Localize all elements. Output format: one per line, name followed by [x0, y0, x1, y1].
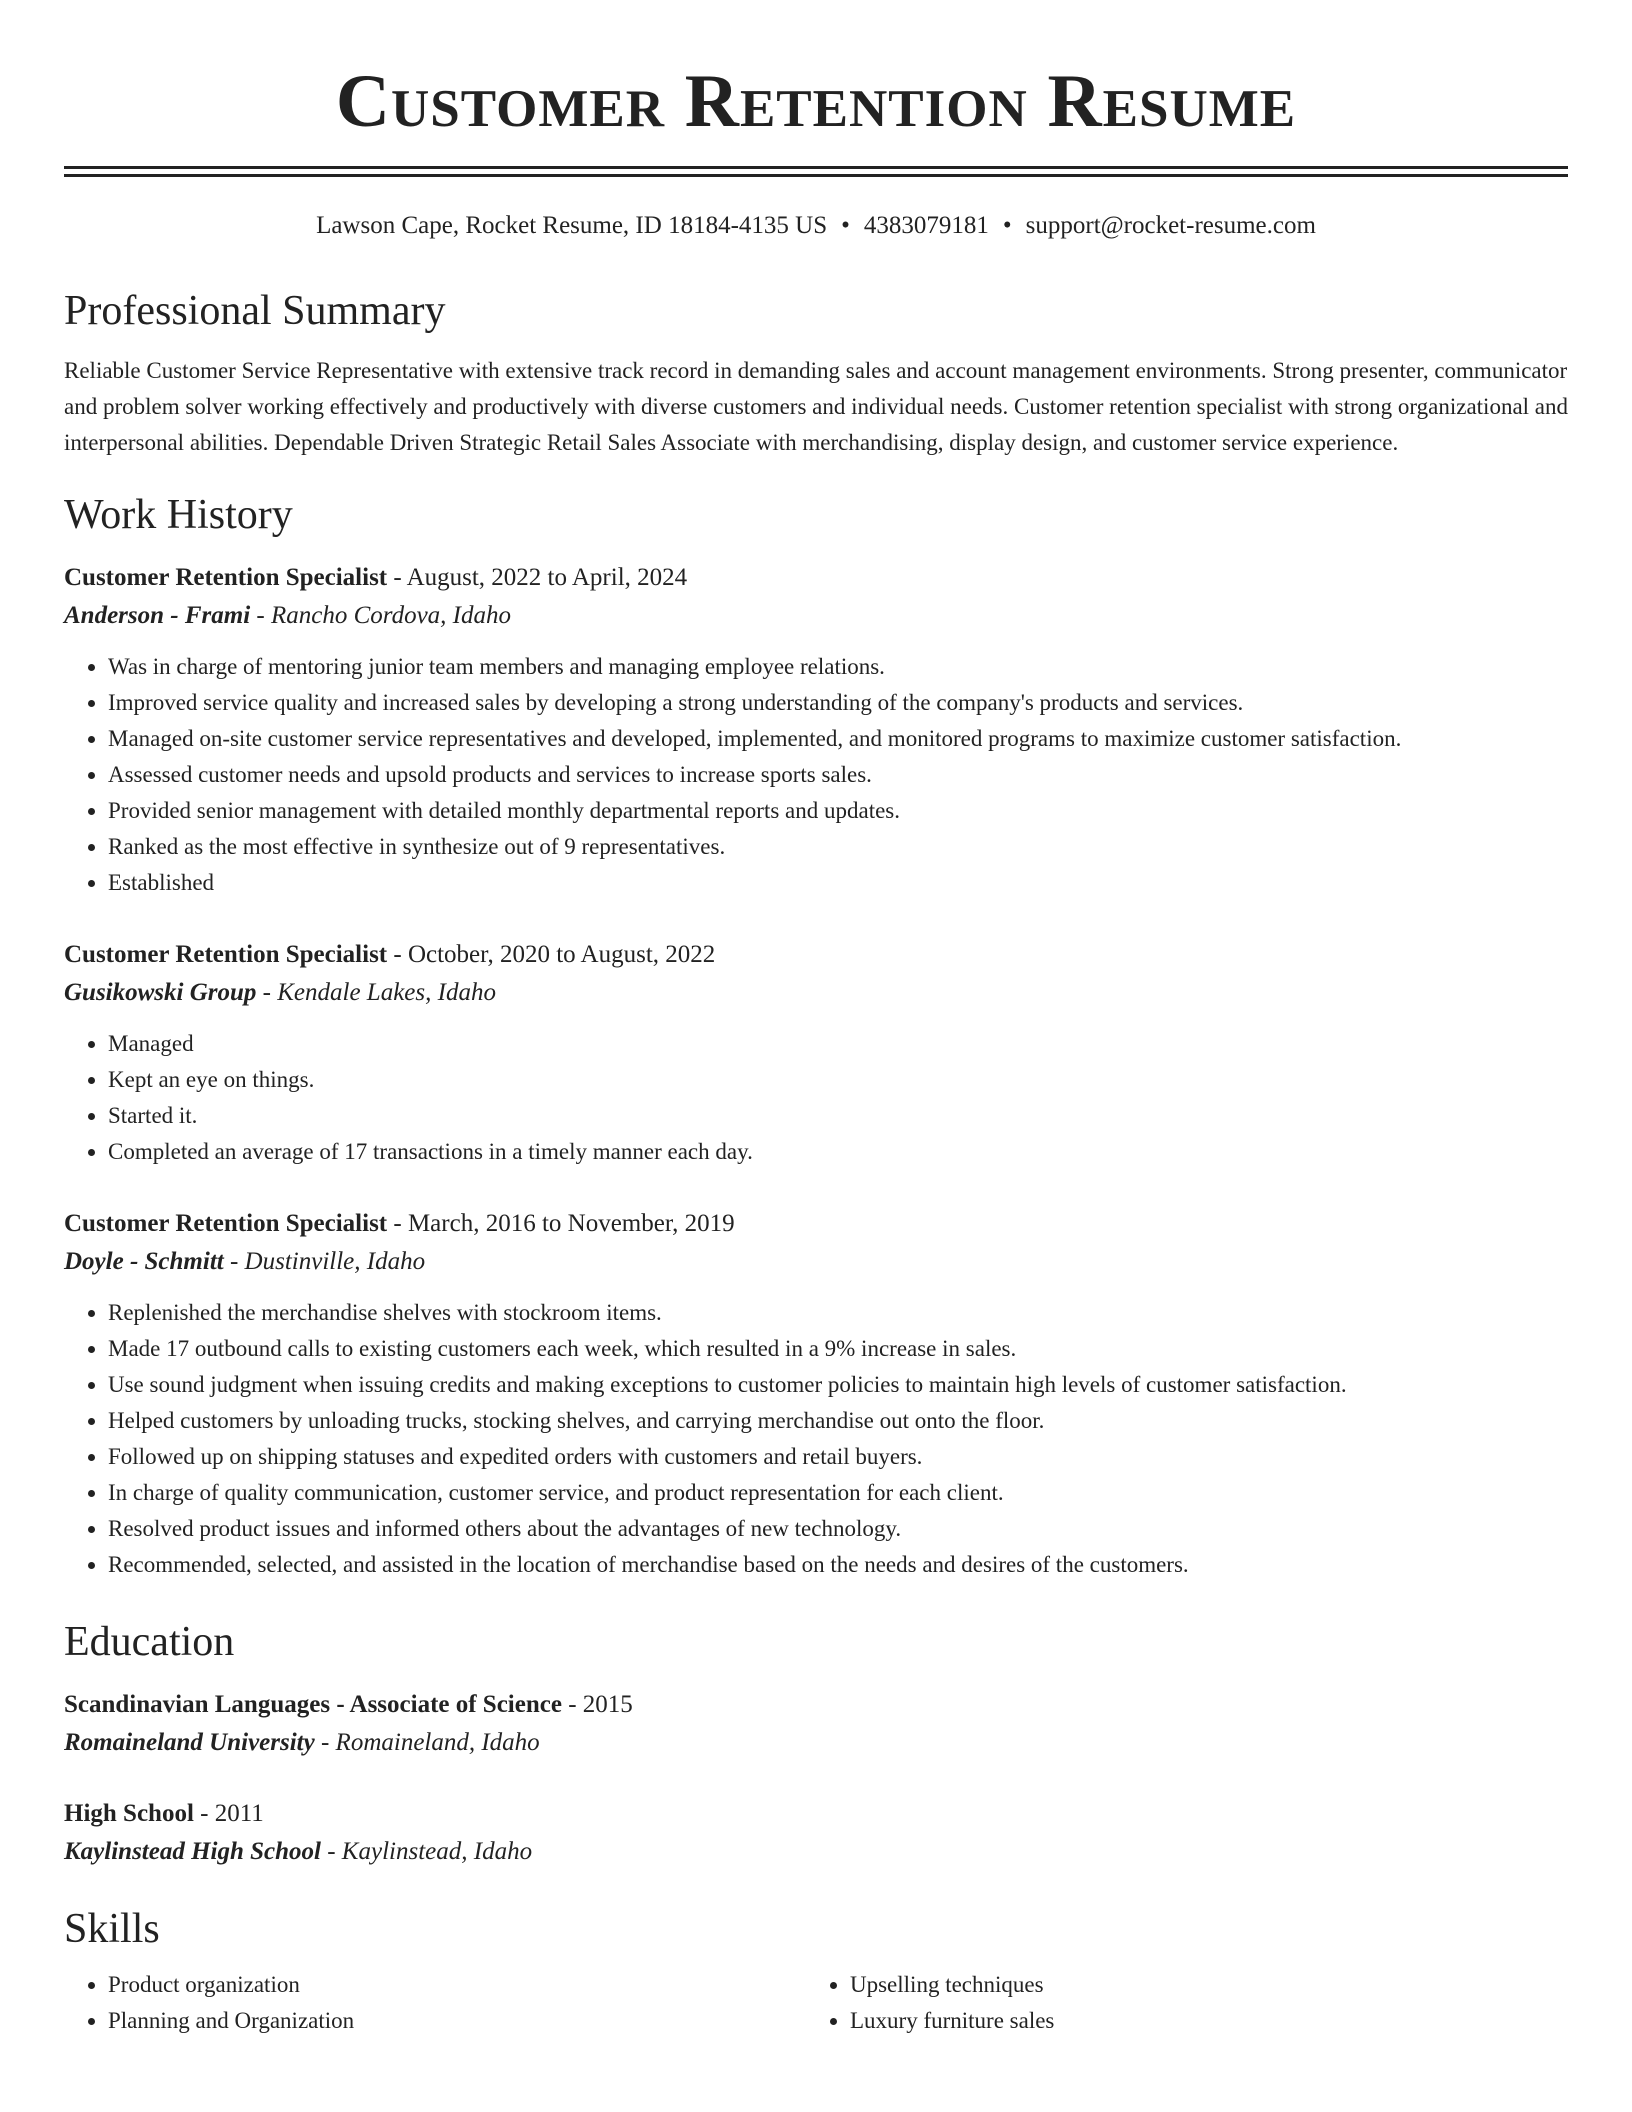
job-bullet: • Ranked as the most effective in synthesize out of 9 representatives. — [108, 829, 1568, 865]
education-degree-line — [64, 1795, 1568, 1833]
job-location: - Dustinville, Idaho — [223, 1248, 426, 1275]
education-year: - 2015 — [561, 1691, 633, 1718]
skill-item: • Planning and Organization — [108, 2003, 806, 2039]
job-company: Gusikowski Group — [64, 979, 257, 1006]
job-bullet: • Started it. — [108, 1098, 1568, 1134]
education-school-line — [64, 1724, 1568, 1762]
job-dates: - October, 2020 to August, 2022 — [387, 941, 716, 968]
skill-item: • Product organization — [108, 1967, 806, 2003]
contact-separator: • — [841, 212, 850, 239]
education-location: - Romaineland, Idaho — [314, 1729, 540, 1756]
job-bullet: • Made 17 outbound calls to existing customers each week, which resulted in a 9% increase in sales. — [108, 1331, 1568, 1367]
job-dates: - March, 2016 to November, 2019 — [387, 1210, 735, 1237]
job-bullet: • Managed — [108, 1026, 1568, 1062]
job-company: Doyle - Schmitt — [64, 1248, 224, 1275]
job-title: Customer Retention Specialist — [64, 941, 388, 968]
job-bullet: • Followed up on shipping statuses and expedited orders with customers and retail buyers. — [108, 1439, 1568, 1475]
education-school-line — [64, 1833, 1568, 1871]
job-bullet: • Helped customers by unloading trucks, stocking shelves, and carrying merchandise out onto the floor. — [108, 1403, 1568, 1439]
skill-item: • Upselling techniques — [850, 1967, 1548, 2003]
job-bullet: • Established — [108, 865, 1568, 901]
job-company-line — [64, 597, 1568, 635]
job-bullet-list — [64, 1295, 1568, 1583]
job-entry — [64, 559, 1568, 901]
job-bullet: • Completed an average of 17 transactions in a timely manner each day. — [108, 1134, 1568, 1170]
education-location: - Kaylinstead, Idaho — [320, 1838, 533, 1865]
job-bullet: • In charge of quality communication, customer service, and product representation for each client. — [108, 1475, 1568, 1511]
education-degree: Scandinavian Languages - Associate of Science — [64, 1691, 562, 1718]
skills-column-left — [64, 1967, 806, 2039]
education-year: - 2011 — [193, 1800, 264, 1827]
summary-text: Reliable Customer Service Representative with extensive track record in demanding sales and account management environments. Strong presenter, communicator and problem solver working effectively and productively with diverse customers and individual needs. Customer retention specialist with strong organizational and interpersonal abilities. Dependable Driven Strategic Retail Sales Associate with merchandising, display design, and customer service experience. — [64, 358, 1569, 455]
education-school: Romaineland University — [64, 1729, 315, 1756]
job-company-line — [64, 974, 1568, 1012]
job-company-line — [64, 1243, 1568, 1281]
skill-item: • Luxury furniture sales — [850, 2003, 1548, 2039]
job-bullet: • Kept an eye on things. — [108, 1062, 1568, 1098]
summary-heading: Professional Summary — [64, 288, 446, 334]
job-location: - Kendale Lakes, Idaho — [256, 979, 496, 1006]
skills-list — [64, 1967, 1568, 2039]
education-entry — [64, 1795, 1568, 1871]
title-divider-top — [64, 166, 1568, 169]
job-bullet-list — [64, 1026, 1568, 1170]
job-dates: - August, 2022 to April, 2024 — [387, 564, 688, 591]
job-title: Customer Retention Specialist — [64, 564, 388, 591]
job-bullet: • Managed on-site customer service representatives and developed, implemented, and monitored programs to maximize customer satisfaction. — [108, 721, 1568, 757]
job-bullet: • Replenished the merchandise shelves with stockroom items. — [108, 1295, 1568, 1331]
title-divider-bottom — [64, 174, 1568, 177]
contact-email: support@rocket-resume.com — [1025, 212, 1316, 239]
job-entry — [64, 936, 1568, 1170]
skills-column-right — [806, 1967, 1548, 2039]
contact-separator: • — [1002, 212, 1012, 239]
work-history-heading: Work History — [64, 492, 293, 538]
job-bullet: • Resolved product issues and informed others about the advantages of new technology. — [108, 1511, 1568, 1547]
job-bullet: • Was in charge of mentoring junior team members and managing employee relations. — [108, 649, 1568, 685]
job-title: Customer Retention Specialist — [64, 1210, 388, 1237]
education-degree-line — [64, 1686, 1568, 1724]
education-entry — [64, 1686, 1568, 1762]
job-title-line — [64, 1205, 1568, 1243]
education-school: Kaylinstead High School — [64, 1838, 321, 1865]
contact-phone: 4383079181 — [863, 212, 989, 239]
contact-address: Lawson Cape, Rocket Resume, ID 18184-4135 US — [316, 212, 828, 239]
job-bullet: • Provided senior management with detailed monthly departmental reports and updates. — [108, 793, 1568, 829]
education-heading: Education — [64, 1619, 235, 1665]
job-bullet: • Use sound judgment when issuing credits and making exceptions to customer policies to maintain high levels of customer satisfaction. — [108, 1367, 1568, 1403]
job-entry — [64, 1205, 1568, 1583]
contact-line — [64, 211, 1568, 241]
job-bullet: • Recommended, selected, and assisted in the location of merchandise based on the needs and desires of the customers. — [108, 1547, 1568, 1583]
job-location: - Rancho Cordova, Idaho — [250, 602, 512, 629]
skills-heading: Skills — [64, 1906, 160, 1952]
education-degree: High School — [64, 1800, 194, 1827]
job-company: Anderson - Frami — [64, 602, 251, 629]
job-title-line — [64, 936, 1568, 974]
job-bullet: • Improved service quality and increased sales by developing a strong understanding of the company's products and services. — [108, 685, 1568, 721]
job-bullet-list — [64, 649, 1568, 901]
job-bullet: • Assessed customer needs and upsold products and services to increase sports sales. — [108, 757, 1568, 793]
job-title-line — [64, 559, 1568, 597]
resume-title: Customer Retention Resume — [335, 60, 1297, 143]
